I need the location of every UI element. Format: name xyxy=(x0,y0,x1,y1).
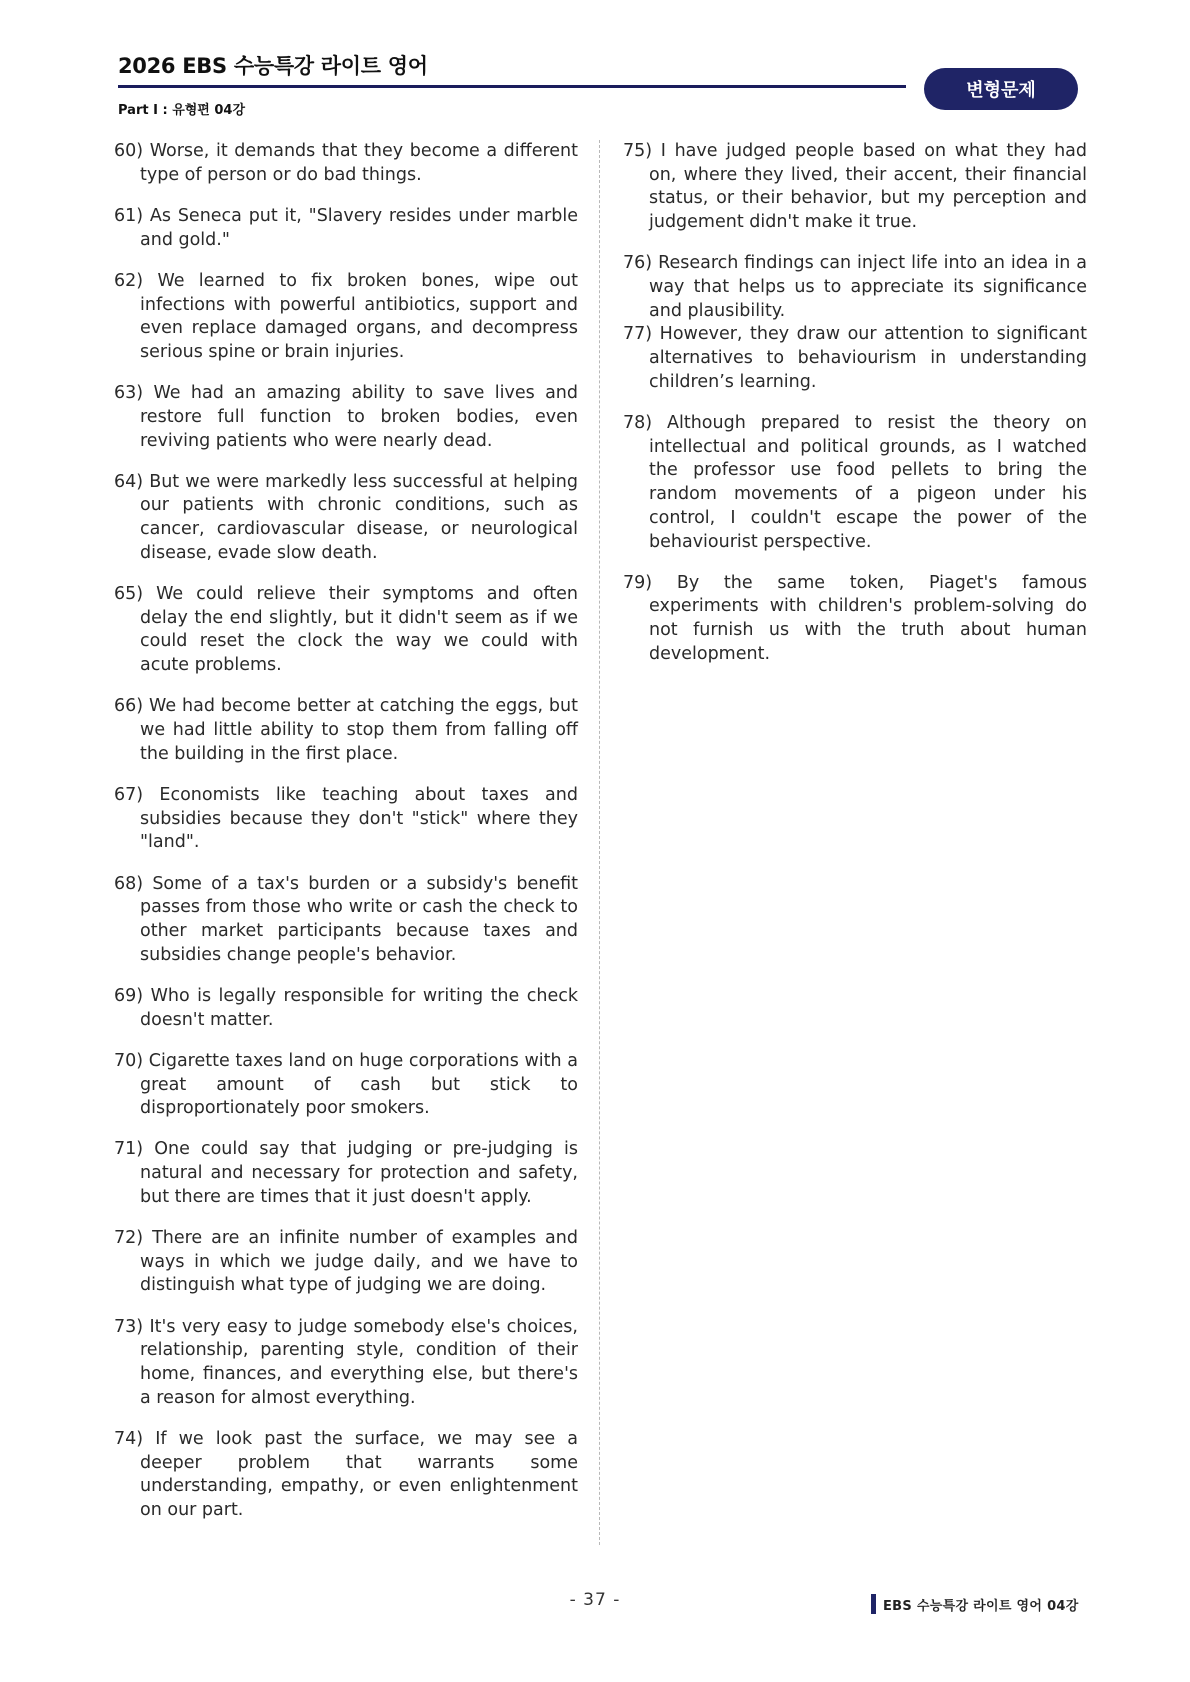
sentence-item-69: 69) Who is legally responsible for writing the check doesn't matter. xyxy=(114,985,578,1030)
sentence-item-77: 77) However, they draw our attention to significant alternatives to behaviourism in understanding children’s learning. xyxy=(623,324,1087,392)
column-divider xyxy=(599,140,600,1545)
sentence-item-73: 73) It's very easy to judge somebody else's choices, relationship, parenting style, condition of their home, finances, and everything else, but there's a reason for almost everything. xyxy=(114,1316,578,1408)
page-number: - 37 - xyxy=(569,1590,621,1610)
footer-label-text: EBS 수능특강 라이트 영어 04강 xyxy=(883,1598,1079,1614)
sentence-item-68: 68) Some of a tax's burden or a subsidy's benefit passes from those who write or cash the check to other market participants because taxes and subsidies change people's behavior. xyxy=(114,873,578,965)
left-column xyxy=(114,140,578,1540)
sentence-item-71: 71) One could say that judging or pre-judging is natural and necessary for protection and safety, but there are times that it just doesn't apply. xyxy=(114,1139,578,1207)
footer-accent-bar xyxy=(871,1594,876,1614)
variant-problem-badge: 변형문제 xyxy=(924,68,1078,110)
sentence-item-76: 76) Research findings can inject life into an idea in a way that helps us to appreciate its significance and plausibility. xyxy=(623,253,1087,321)
section-subtitle: Part Ⅰ : 유형편 04강 xyxy=(118,103,246,118)
right-column xyxy=(623,140,1087,684)
page-header-title: 2026 EBS 수능특강 라이트 영어 xyxy=(118,54,428,78)
sentence-item-75: 75) I have judged people based on what they had on, where they lived, their accent, their financial status, or their behavior, but my perception and judgement didn't make it true. xyxy=(623,141,1087,233)
sentence-item-60: 60) Worse, it demands that they become a different type of person or do bad things. xyxy=(114,141,578,185)
sentence-item-61: 61) As Seneca put it, "Slavery resides under marble and gold." xyxy=(114,205,578,250)
sentence-item-62: 62) We learned to fix broken bones, wipe out infections with powerful antibiotics, support and even replace damaged organs, and decompress serious spine or brain injuries. xyxy=(114,270,578,362)
sentence-item-67: 67) Economists like teaching about taxes and subsidies because they don't "stick" where they "land". xyxy=(114,784,578,853)
sentence-item-78: 78) Although prepared to resist the theory on intellectual and political grounds, as I watched the professor use food pellets to bring the random movements of a pigeon under his control, I couldn't escape the power of the behaviourist perspective. xyxy=(623,413,1087,552)
sentence-item-63: 63) We had an amazing ability to save lives and restore full function to broken bodies, even reviving patients who were nearly dead. xyxy=(114,383,578,451)
header-rule xyxy=(118,85,906,88)
sentence-item-74: 74) If we look past the surface, we may see a deeper problem that warrants some understanding, empathy, or even enlightenment on our part. xyxy=(114,1428,578,1521)
sentence-item-65: 65) We could relieve their symptoms and often delay the end slightly, but it didn't seem as if we could reset the clock the way we could with acute problems. xyxy=(114,584,578,676)
sentence-item-64: 64) But we were markedly less successful at helping our patients with chronic conditions, such as cancer, cardiovascular disease, or neurological disease, evade slow death. xyxy=(114,471,578,563)
sentence-item-66: 66) We had become better at catching the eggs, but we had little ability to stop them from falling off the building in the first place. xyxy=(114,696,578,764)
footer-label xyxy=(871,1594,1079,1614)
sentence-item-79: 79) By the same token, Piaget's famous experiments with children's problem-solving do not furnish us with the truth about human development. xyxy=(623,572,1087,664)
sentence-item-72: 72) There are an infinite number of examples and ways in which we judge daily, and we have to distinguish what type of judging we are doing. xyxy=(114,1228,578,1296)
sentence-item-70: 70) Cigarette taxes land on huge corporations with a great amount of cash but stick to disproportionately poor smokers. xyxy=(114,1050,578,1119)
